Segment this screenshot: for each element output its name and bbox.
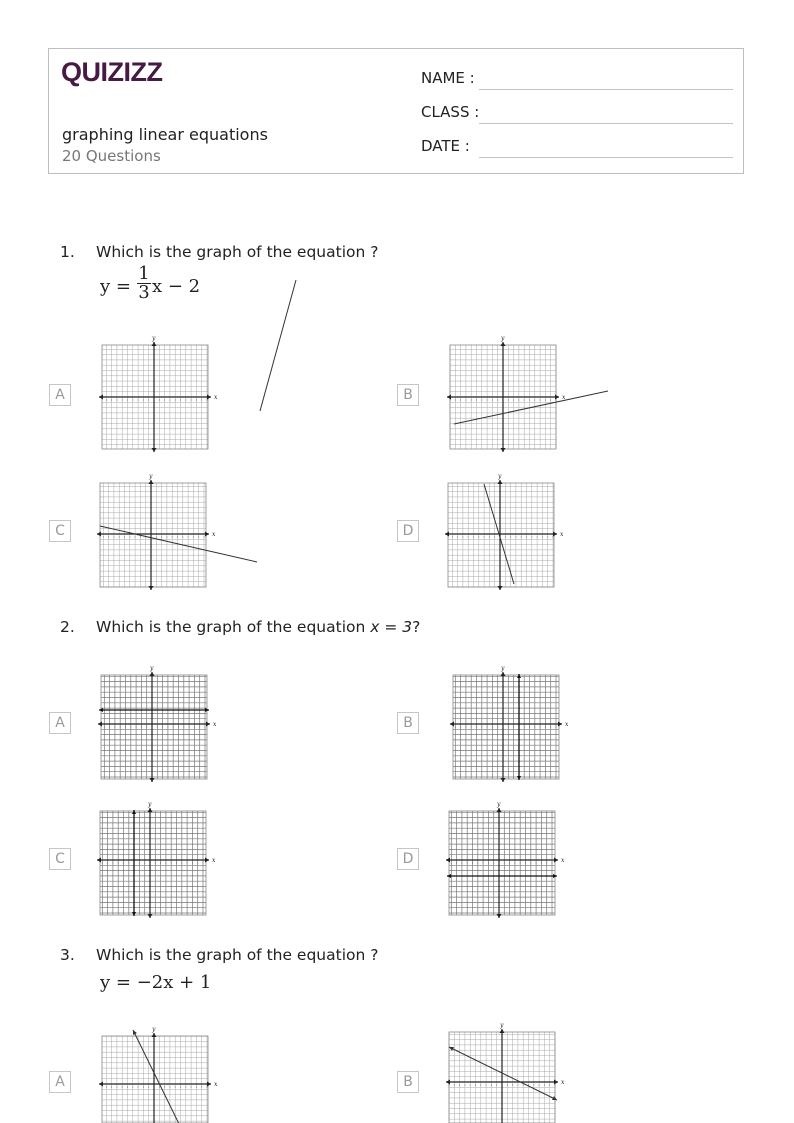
question-count: 20 Questions xyxy=(62,147,161,165)
class-label: CLASS : xyxy=(421,103,480,121)
axes xyxy=(446,1022,565,1123)
y-axis-label: y xyxy=(501,665,505,672)
x-axis-label: x xyxy=(561,857,565,864)
graph-q3-b[interactable] xyxy=(445,1020,563,1123)
graph-q1-b[interactable] xyxy=(446,333,564,453)
class-field[interactable] xyxy=(479,123,733,124)
question-2-number: 2. xyxy=(60,618,75,636)
x-axis-label: x xyxy=(213,721,217,728)
y-axis-label: y xyxy=(498,473,502,480)
graph-q1-d[interactable] xyxy=(444,471,562,591)
axes xyxy=(450,665,569,782)
x-axis-label: x xyxy=(212,531,216,538)
option-b[interactable]: B xyxy=(397,384,419,406)
y-axis-label: y xyxy=(501,335,505,342)
graph-q1-c[interactable] xyxy=(96,471,214,591)
y-axis-label: y xyxy=(150,665,154,672)
question-2-text-math: x = 3 xyxy=(370,618,413,636)
question-2-text xyxy=(96,618,420,636)
axes xyxy=(97,801,216,918)
option-a[interactable]: A xyxy=(49,384,71,406)
grid-lines xyxy=(448,483,554,587)
x-axis-label: x xyxy=(562,394,566,401)
option-b[interactable]: B xyxy=(397,712,419,734)
option-b[interactable]: B xyxy=(397,1071,419,1093)
question-2-text-after: ? xyxy=(412,618,421,636)
graph-q2-a[interactable] xyxy=(97,663,215,783)
question-3-text: Which is the graph of the equation ? xyxy=(96,946,379,964)
plotted-line xyxy=(133,1030,182,1123)
axes xyxy=(446,801,565,918)
question-1-text: Which is the graph of the equation ? xyxy=(96,243,379,261)
option-c[interactable]: C xyxy=(49,848,71,870)
y-axis-label: y xyxy=(149,473,153,480)
y-axis-label: y xyxy=(500,1022,504,1029)
grid-lines xyxy=(102,1036,208,1123)
plotted-line xyxy=(449,1047,557,1100)
graph-q3-a[interactable] xyxy=(98,1024,216,1123)
worksheet-title: graphing linear equations xyxy=(62,125,268,144)
equation-rhs: x − 2 xyxy=(152,276,201,297)
grid-lines xyxy=(101,675,207,779)
plotted-line xyxy=(260,280,296,411)
grid-lines xyxy=(449,811,555,915)
graph-q2-c[interactable] xyxy=(96,799,214,919)
y-axis-label: y xyxy=(152,1026,156,1033)
question-1-number: 1. xyxy=(60,243,75,261)
option-c[interactable]: C xyxy=(49,520,71,542)
plotted-line xyxy=(100,526,257,562)
option-d[interactable]: D xyxy=(397,520,419,542)
quizizz-logo: QUIZIZZ xyxy=(61,57,163,87)
date-field[interactable] xyxy=(479,157,733,158)
fraction-numerator: 1 xyxy=(138,263,150,284)
y-axis-label: y xyxy=(497,801,501,808)
x-axis-label: x xyxy=(214,1081,218,1088)
equation-fraction xyxy=(137,264,151,302)
question-3-equation: y = −2x + 1 xyxy=(100,972,212,993)
grid-lines xyxy=(100,811,206,915)
name-label: NAME : xyxy=(421,69,475,87)
question-1-equation xyxy=(100,276,131,297)
x-axis-label: x xyxy=(560,531,564,538)
option-a[interactable]: A xyxy=(49,1071,71,1093)
graph-q2-b[interactable] xyxy=(449,663,567,783)
x-axis-label: x xyxy=(565,721,569,728)
graph-q2-d[interactable] xyxy=(445,799,563,919)
fraction-denominator: 3 xyxy=(138,282,150,303)
x-axis-label: x xyxy=(561,1079,565,1086)
grid-lines xyxy=(453,675,559,779)
axes xyxy=(447,335,566,452)
question-2-text-before: Which is the graph of the equation xyxy=(96,618,371,636)
grid-lines xyxy=(100,483,206,587)
equation-lhs: y = xyxy=(100,276,131,297)
y-axis-label: y xyxy=(152,335,156,342)
name-field[interactable] xyxy=(479,89,733,90)
date-label: DATE : xyxy=(421,137,470,155)
x-axis-label: x xyxy=(212,857,216,864)
graph-q1-a[interactable] xyxy=(98,333,216,453)
y-axis-label: y xyxy=(148,801,152,808)
question-3-number: 3. xyxy=(60,946,75,964)
worksheet-header xyxy=(48,48,744,174)
option-d[interactable]: D xyxy=(397,848,419,870)
x-axis-label: x xyxy=(214,394,218,401)
option-a[interactable]: A xyxy=(49,712,71,734)
